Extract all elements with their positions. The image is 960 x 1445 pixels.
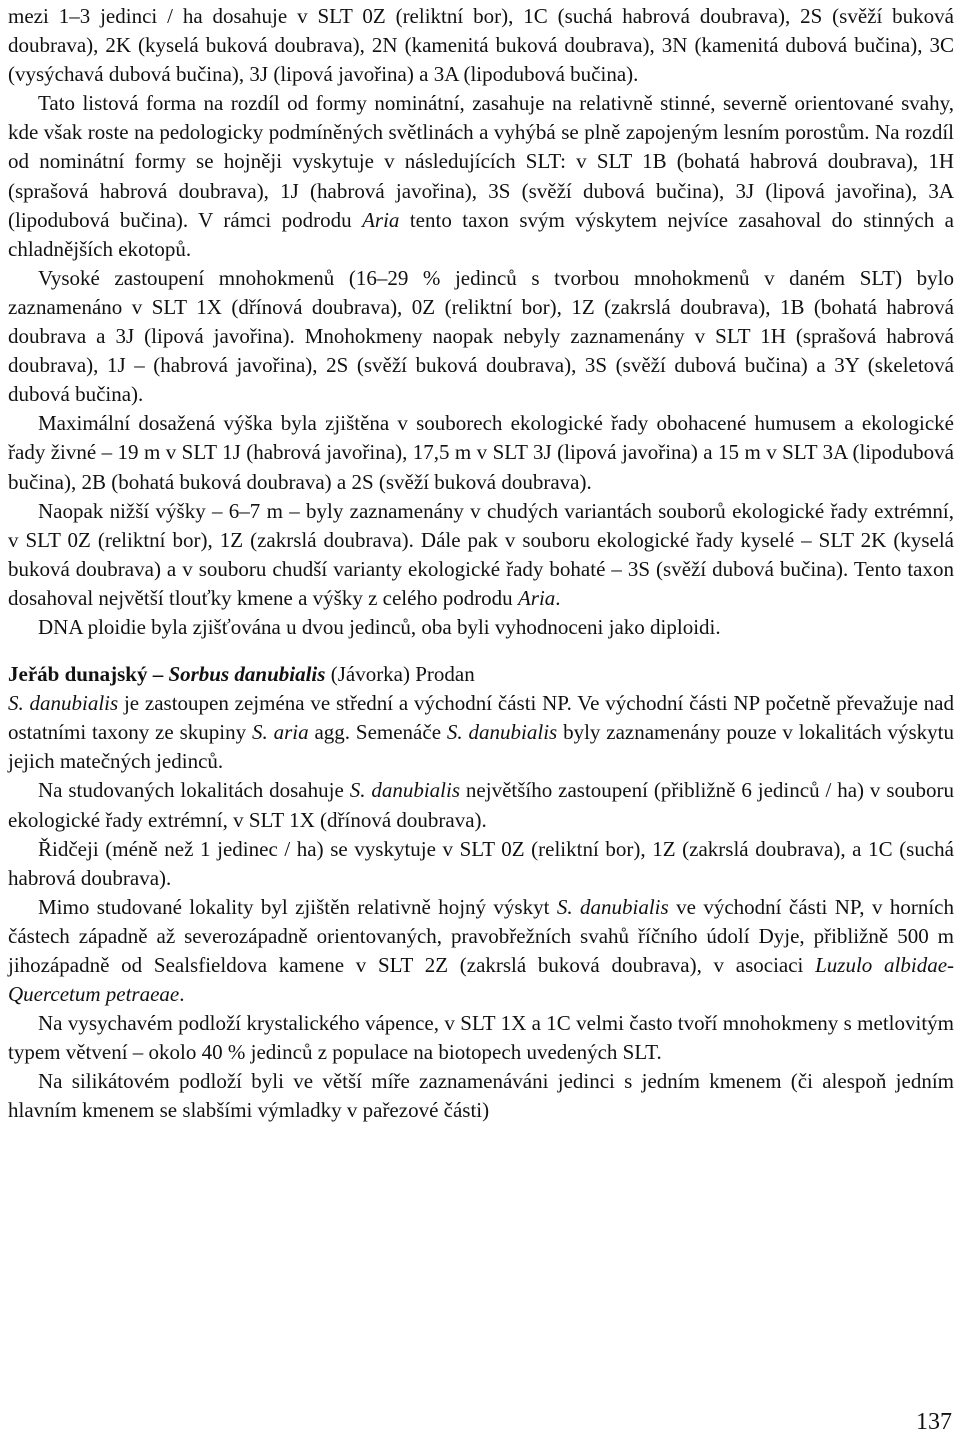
text-run: Naopak nižší výšky – 6–7 m – byly zaznamenány v chudých variantách souborů ekologické řady extrémní, v SLT 0Z (reliktní bor), 1Z (zakrslá doubrava). Dále pak v souboru ekologické řady kyselé – SLT 2K (kyselá buková doubrava) a v souboru chudší varianty ekologické řady bohaté – 3S (svěží dubová bučina). Tento taxon dosahoval největší tlouťky kmene a výšky z celého podrodu — [8, 498, 954, 610]
paragraph — [8, 835, 954, 893]
text-run: Na vysychavém podloží krystalického vápence, v SLT 1X a 1C velmi často tvoří mnohokmeny s metlovitým typem větvení – okolo 40 % jedinců z populace na biotopech uvedených SLT. — [8, 1011, 954, 1065]
text-body — [8, 2, 954, 1126]
bold-run: Jeřáb dunajský – — [8, 662, 169, 687]
italic-run: S. danubialis — [349, 778, 461, 803]
italic-run: S. danubialis — [8, 691, 119, 716]
text-run: Řidčeji (méně než 1 jedinec / ha) se vyskytuje v SLT 0Z (reliktní bor), 1Z (zakrslá doubrava), a 1C (suchá habrová doubrava). — [8, 836, 954, 890]
text-run: . — [179, 982, 185, 1007]
text-run: Tato listová forma na rozdíl od formy nominátní, zasahuje na relativně stinné, severně orientované svahy, kde však roste na pedologicky podmíněných světlinách a vyhýbá se plně zapojeným lesním porostům. Na rozdíl od nominátní formy se hojněji vyskytuje v následujících SLT: v SLT 1B (bohatá habrová doubrava), 1H (sprašová habrová doubrava), 1J (habrová javořina), 3S (svěží dubová bučina), 3J (lipová javořina), 3A (lipodubová bučina). V rámci podrodu — [8, 91, 954, 232]
text-run: agg. Semenáče — [308, 720, 447, 745]
text-run: největšího zastoupení (přibližně 6 jedinců / ha) v souboru ekologické řady extrémní, v SLT 1X (dřínová doubrava). — [8, 778, 954, 832]
italic-run: Luzulo albidae-Quercetum petraeae — [8, 953, 955, 1007]
paragraph — [8, 89, 954, 264]
text-run: Mimo studované lokality byl zjištěn relativně hojný výskyt — [38, 894, 557, 919]
paragraph — [8, 409, 954, 496]
text-run: ve východní části NP, v horních částech západně až severozápadně orientovaných, pravobřežních svahů říčního údolí Dyje, přibližně 500 m jihozápadně od Sealsfieldova kamene v SLT 2Z (zakrslá buková doubrava), v asociaci — [8, 894, 954, 977]
text-run: Maximální dosažená výška byla zjištěna v souborech ekologické řady obohacené humusem a ekologické řady živné – 19 m v SLT 1J (habrová javořina), 17,5 m v SLT 3J (lipová javořina) a 15 m v SLT 3A (lipodubová bučina), 2B (bohatá buková doubrava) a 2S (svěží buková doubrava). — [8, 411, 954, 494]
section-heading — [8, 660, 954, 689]
italic-run: S. danubialis — [446, 720, 558, 745]
paragraph — [8, 1009, 954, 1067]
text-run: . — [555, 585, 561, 610]
text-run: Vysoké zastoupení mnohokmenů (16–29 % jedinců s tvorbou mnohokmenů v daném SLT) bylo zaznamenáno v SLT 1X (dřínová doubrava), 0Z (reliktní bor), 1Z (zakrslá doubrava), 1B (bohatá habrová doubrava a 3J (lipová javořina). Mnohokmeny naopak nebyly zaznamenány v SLT 1H (sprašová habrová doubrava), 1J – (habrová javořina), 2S (svěží buková doubrava), 3S (svěží dubová bučina) a 3Y (skeletová dubová bučina). — [8, 265, 954, 407]
italic-run: Aria — [517, 585, 556, 610]
paragraph — [8, 613, 954, 642]
italic-run: S. danubialis — [556, 894, 669, 919]
text-run: (Jávorka) Prodan — [325, 662, 475, 687]
italic-run: Aria — [362, 207, 400, 232]
paragraph — [8, 2, 954, 89]
page-number: 137 — [916, 1409, 952, 1435]
paragraph — [8, 1067, 954, 1125]
paragraph — [8, 893, 954, 1009]
text-run: Na studovaných lokalitách dosahuje — [38, 778, 350, 803]
italic-run: S. aria — [251, 720, 309, 745]
document-page — [8, 2, 954, 1126]
text-run: DNA ploidie byla zjišťována u dvou jedinců, oba byli vyhodnoceni jako diploidi. — [38, 614, 721, 639]
text-run: Na silikátovém podloží byli ve větší míře zaznamenáváni jedinci s jedním kmenem (či alespoň jedním hlavním kmenem se slabšími výmladky v pařezové části) — [8, 1069, 954, 1123]
paragraph — [8, 776, 954, 834]
text-run: je zastoupen zejména ve střední a východní části NP. Ve východní části NP početně převažuje nad ostatními taxony ze skupiny — [8, 691, 954, 745]
paragraph — [8, 497, 954, 613]
text-run: mezi 1–3 jedinci / ha dosahuje v SLT 0Z (reliktní bor), 1C (suchá habrová doubrava), 2S (svěží buková doubrava), 2K (kyselá buková doubrava), 2N (kamenitá buková doubrava), 3N (kamenitá dubová bučina), 3C (vysýchavá dubová bučina), 3J (lipová javořina) a 3A (lipodubová bučina). — [8, 4, 954, 87]
italic-run: Sorbus danubialis — [168, 662, 326, 687]
paragraph — [8, 264, 954, 409]
text-run: tento taxon svým výskytem nejvíce zasahoval do stinných a chladnějších ekotopů. — [8, 207, 955, 261]
text-run: byly zaznamenány pouze v lokalitách výskytu jejich matečných jedinců. — [8, 720, 954, 774]
paragraph — [8, 689, 954, 776]
